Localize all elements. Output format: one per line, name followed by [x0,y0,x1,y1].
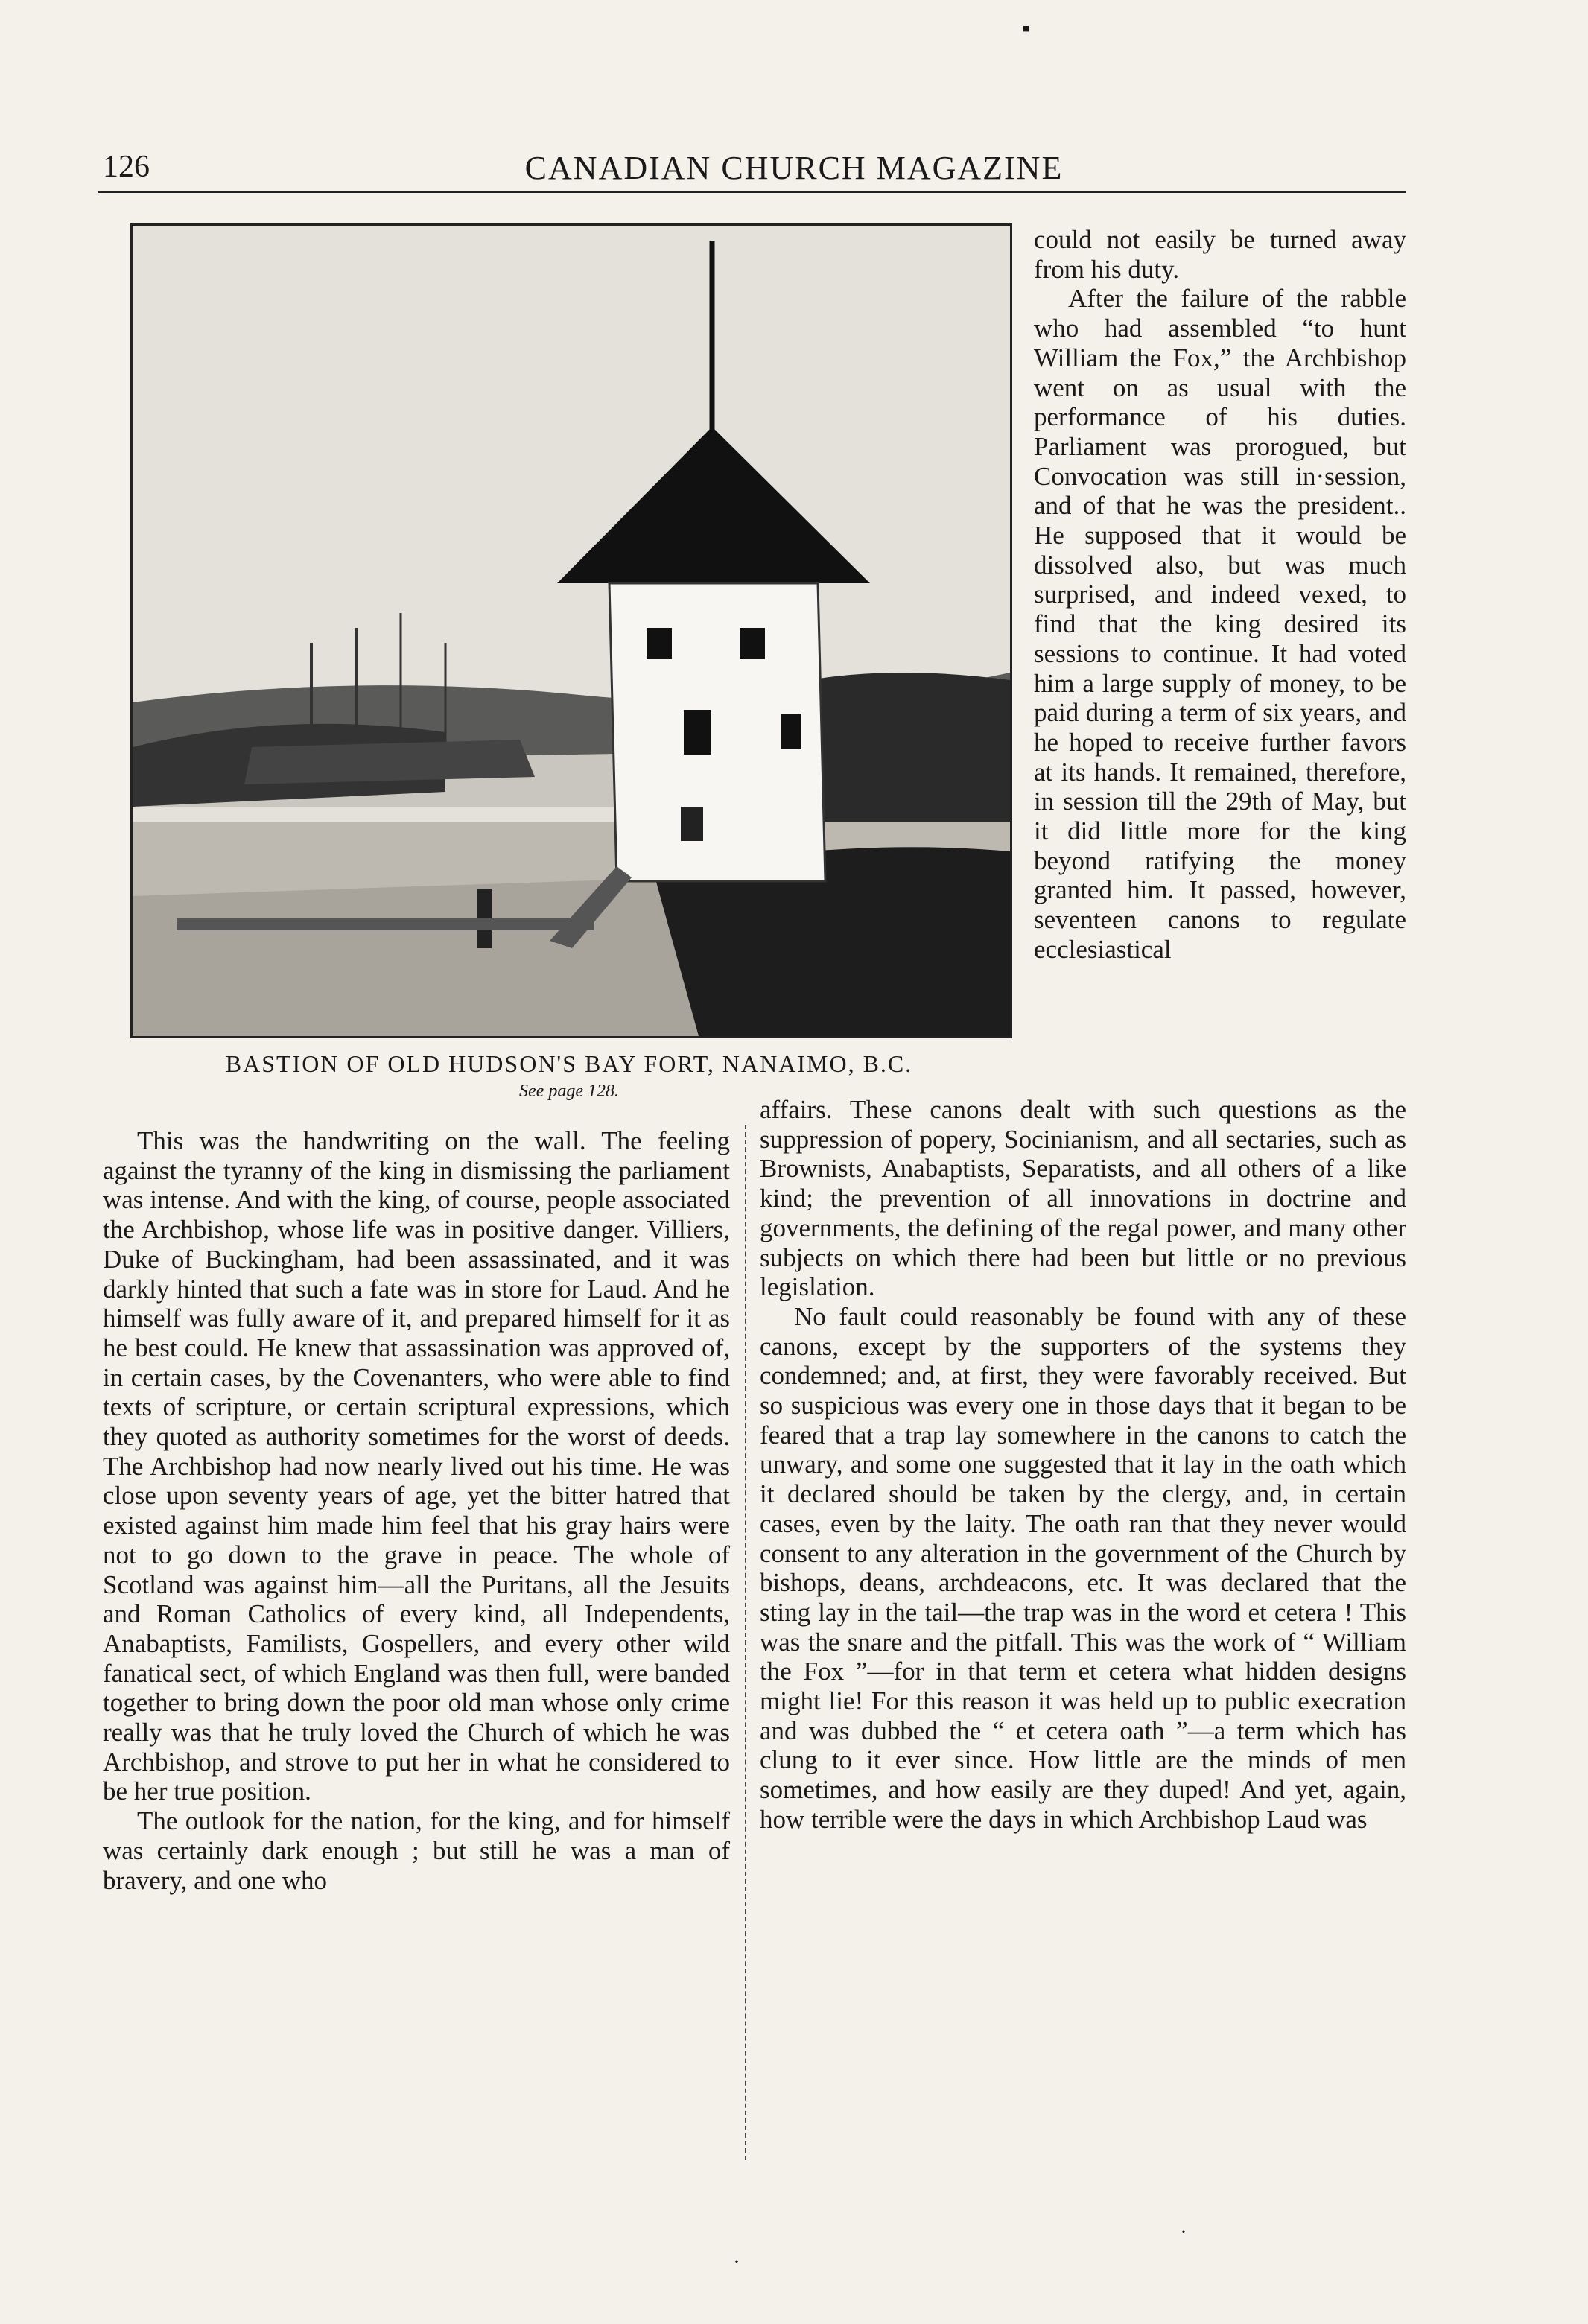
paragraph: The outlook for the nation, for the king, and for himself was certainly dark enough ; but still he was a man of bravery, and one who [103,1806,730,1895]
print-mark: ▪ [1022,16,1030,41]
paragraph: After the failure of the rabble who had assembled “to hunt William the Fox,” the Archbishop went on as usual with the performance of his duties. Parliament was prorogued, but Convocation was still in·session, and of that he was the president.. He supposed that it would be dissolved also, but was much surprised, and indeed vexed, to find that the king desired its sessions to continue. It had voted him a large supply of money, to be paid during a term of six years, and he hoped to receive further favors at its hands. It remained, therefore, in session till the 29th of May, but it did little more for the king beyond ratifying the money granted him. It passed, however, seventeen canons to regulate ecclesiastical [1034,284,1406,964]
figure-page-reference: See page 128. [519,1082,619,1101]
right-column-upper [1034,225,1406,965]
paragraph: This was the handwriting on the wall. The feeling against the tyranny of the king in dismissing the parliament was intense. And with the king, of course, people associated the Archbishop, whose life was in positive danger. Villiers, Duke of Buckingham, had been assassinated, and it was darkly hinted that such a fate was in store for Laud. And he himself was fully aware of it, and prepared himself for it as he best could. He knew that assassination was approved of, in certain cases, by the Covenanters, who were able to find texts of scripture, or certain scriptural expressions, which they quoted as authority sometimes for the worst of deeds. The Archbishop had now nearly lived out his time. He was close upon seventy years of age, yet the bitter hatred that existed against him made him feel that his gray hairs were not to go down to the grave in peace. The whole of Scotland was against him—all the Puritans, all the Jesuits and Roman Catholics of every kind, all Independents, Anabaptists, Familists, Gospellers, and every other wild fanatical sect, of which England was then full, were banded together to bring down the poor old man whose only crime really was that he truly loved the Church of which he was Archbishop, and strove to put her in what he considered to be her true position. [103,1126,730,1806]
running-title: CANADIAN CHURCH MAGAZINE [524,150,1064,186]
print-mark: · [1180,2220,1187,2244]
print-mark: · [733,2250,740,2274]
paragraph: affairs. These canons dealt with such questions as the suppression of popery, Socinianism, and all sectaries, such as Brownists, Anabaptists, Separatists, and all others of a like kind; the prevention of all innovations in doctrine and governments, the defining of the regal power, and many other subjects on which there had been but little or no previous legislation. [760,1095,1406,1302]
paragraph: No fault could reasonably be found with any of these canons, except by the supporters of the systems they condemned; and, at first, they were favorably received. But so suspicious was every one in those days that it began to be feared that a trap lay somewhere in the canons to catch the unwary, and some one suggested that it lay in the oath which it declared should be taken by the clergy, and, in certain cases, even by the laity. The oath ran that they never would consent to any alteration in the government of the Church by bishops, deans, archdeacons, etc. It was declared that the sting lay in the tail—the trap was in the word et cetera ! This was the snare and the pitfall. This was the work of “ William the Fox ”—for in that term et cetera what hidden designs might lie! For this reason it was held up to public execration and was dubbed the “ et cetera oath ”—a term which has clung to it ever since. How little are the minds of men sometimes, and how easily are they duped! And yet, again, how terrible were the days in which Archbishop Laud was [760,1301,1406,1834]
bastion-photo [130,223,1012,1038]
left-column [103,1126,730,1895]
column-divider [745,1125,746,2160]
right-column-lower [760,1095,1406,1835]
header-rule [98,191,1406,193]
paragraph: could not easily be turned away from his duty. [1034,225,1406,284]
figure-caption: BASTION OF OLD HUDSON'S BAY FORT, NANAIMO, B.C. [225,1050,913,1077]
page-number: 126 [103,150,150,184]
